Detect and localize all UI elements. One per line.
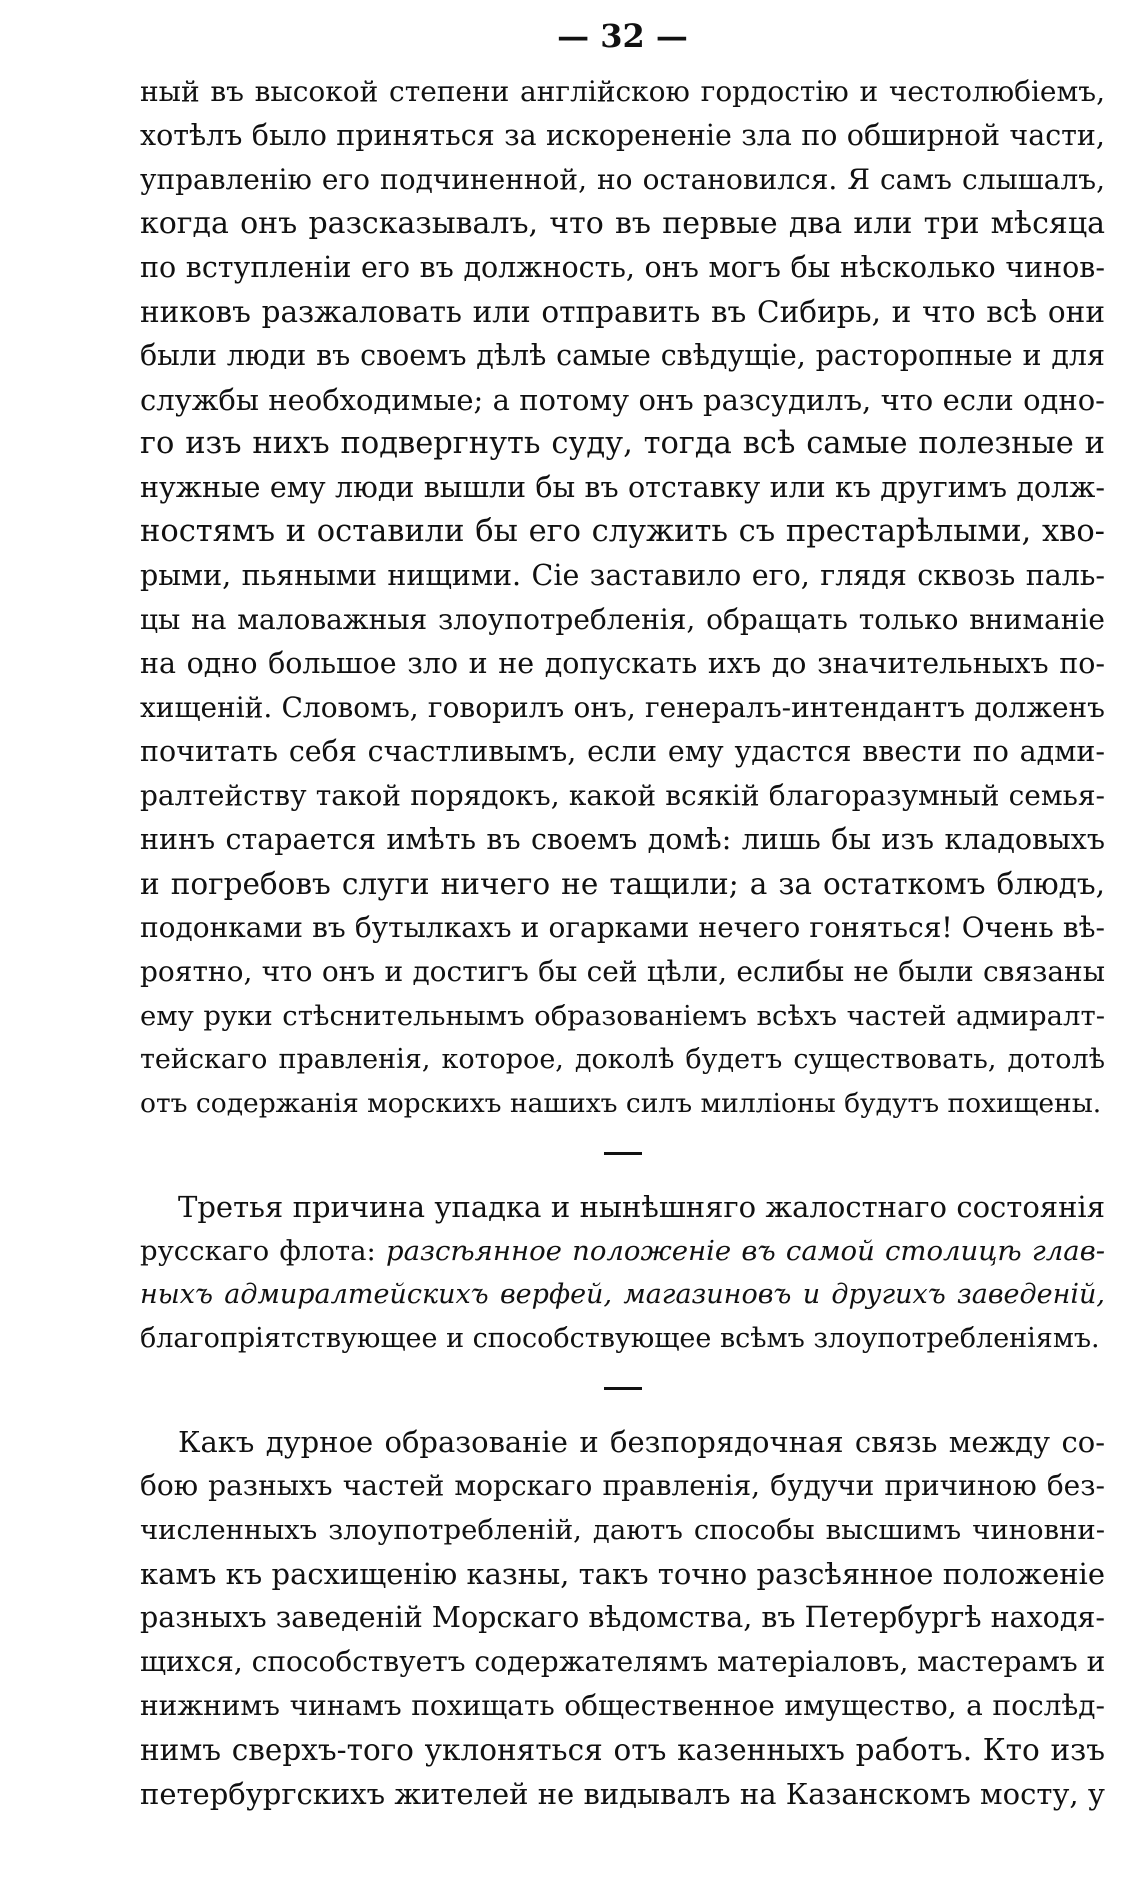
page-number: — 32 — [557,17,688,55]
text-line: ралтейству такой порядокъ, какой всякій благоразумный семья- [140,779,1105,812]
text-line: были люди въ своемъ дѣлѣ самые свѣдущіе, расторопные и для [140,339,1105,372]
paragraph-3 [140,1420,1105,1816]
text-line: никовъ разжаловать или отправить въ Сибирь, и что всѣ они [140,295,1105,329]
emphasized-text: разсѣянное положеніе въ самой столицѣ глав- [385,1235,1106,1267]
text-line: службы необходимые; а потому онъ разсудилъ, что если одно- [140,383,1105,417]
paragraph-1 [140,70,1105,1126]
text-line: рыми, пьяными нищими. Сіе заставило его, глядя сквозь паль- [140,559,1105,592]
section-divider [604,1387,642,1390]
text-line: цы на маловажныя злоупотребленія, обращать только вниманіе [140,603,1105,636]
text-line: камъ къ расхищенію казны, такъ точно разсѣянное положеніе [140,1557,1105,1591]
text-line: петербургскихъ жителей не видывалъ на Казанскомъ мосту, у [140,1777,1105,1811]
text-line: Какъ дурное образованіе и безпорядочная связь между со- [178,1425,1105,1459]
section-divider [604,1152,642,1155]
text-line: подонками въ бутылкахъ и огарками нечего гоняться! Очень вѣ- [140,911,1105,944]
paragraph-2 [140,1185,1105,1361]
text-line: почитать себя счастливымъ, если ему удастся ввести по адми- [140,735,1105,768]
text-line: разныхъ заведеній Морскаго вѣдомства, въ Петербургѣ находя- [140,1601,1105,1634]
text-line: го изъ нихъ подвергнуть суду, тогда всѣ самые полезные и [140,426,1105,461]
text-line: когда онъ разсказывалъ, что въ первые два или три мѣсяца [140,206,1105,241]
text-line: щихся, способствуетъ содержателямъ матеріаловъ, мастерамъ и [140,1645,1106,1678]
text-line: роятно, что онъ и достигъ бы сей цѣли, еслибы не были связаны [140,955,1105,988]
emphasized-text-line: ныхъ адмиралтейскихъ верфей, магазиновъ и другихъ заведеній, [140,1279,1105,1310]
text-line: бою разныхъ частей морскаго правленія, будучи причиною без- [140,1469,1105,1502]
text-line: на одно большое зло и не допускать ихъ до значительныхъ по- [140,647,1105,680]
text-line: отъ содержанія морскихъ нашихъ силъ милліоны будутъ похищены. [140,1088,1102,1119]
text-line: тейскаго правленія, которое, доколѣ будетъ существовать, дотолѣ [140,1044,1105,1075]
text-line: нимъ сверхъ-того уклоняться отъ казенныхъ работъ. Кто изъ [140,1733,1105,1767]
text-line: по вступленіи его въ должность, онъ могъ бы нѣсколько чинов- [140,251,1105,284]
text-line: нинъ старается имѣть въ своемъ домѣ: лишь бы изъ кладовыхъ [140,823,1105,856]
text-line: ный въ высокой степени англійскою гордостію и честолюбіемъ, [140,75,1105,108]
text-line: хищеній. Словомъ, говорилъ онъ, генералъ-интендантъ долженъ [140,691,1105,724]
text-fragment: русскаго флота: [140,1235,386,1267]
text-line-mixed [140,1229,1105,1273]
text-line: нужные ему люди вышли бы въ отставку или къ другимъ долж- [140,471,1105,504]
book-page [140,10,1105,1870]
text-line: ностямъ и оставили бы его служить съ престарѣлыми, хво- [140,514,1105,549]
text-line: нижнимъ чинамъ похищать общественное имущество, а послѣд- [140,1689,1105,1722]
text-line: управленію его подчиненной, но остановился. Я самъ слышалъ, [140,163,1105,196]
text-line: благопріятствующее и способствующее всѣмъ злоупотребленіямъ. [140,1323,1100,1354]
text-line: численныхъ злоупотребленій, даютъ способы высшимъ чиновни- [140,1514,1105,1546]
text-line: хотѣлъ было приняться за искорененіе зла по обширной части, [140,119,1105,152]
text-line: и погребовъ слуги ничего не тащили; а за остаткомъ блюдъ, [140,867,1105,901]
text-line: ему руки стѣснительнымъ образованіемъ всѣхъ частей адмиралт- [140,1000,1105,1032]
text-line: Третья причина упадка и нынѣшняго жалостнаго состоянія [178,1190,1105,1224]
